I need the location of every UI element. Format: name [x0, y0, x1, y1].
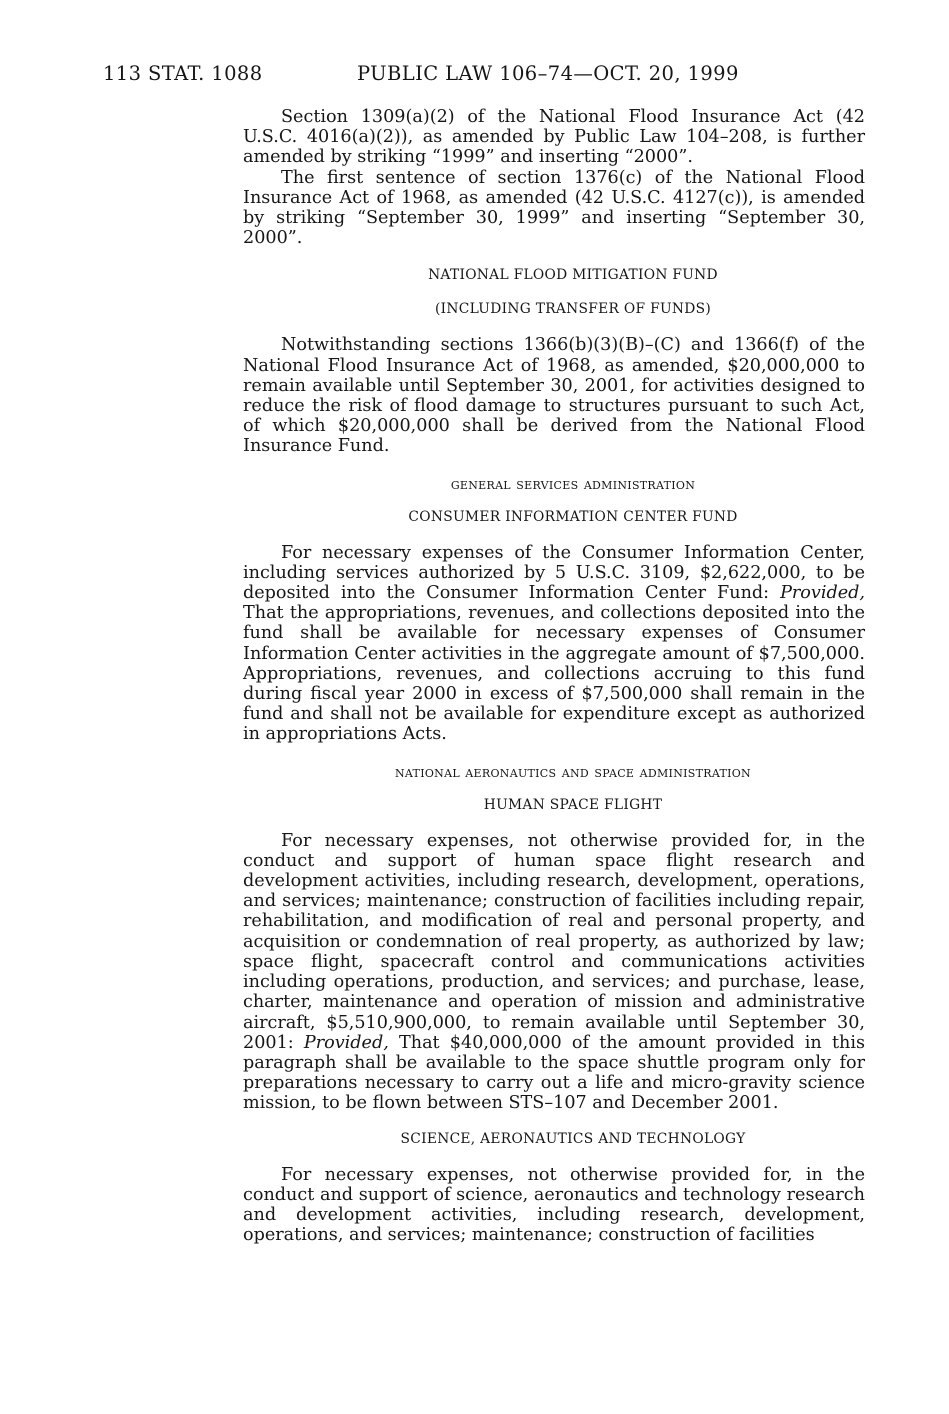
paragraph-flood-mitigation: Notwithstanding sections 1366(b)(3)(B)–(C) and 1366(f) of the National Flood Insurance Act of 1968, as amended, $20,000,000 to remain available until September 30, 2001, for activities designed to reduce the risk of flood damage to structures pursuant to such Act, of which $20,000,000 shall be derived from the National Flood Insurance Fund.	[243, 335, 865, 457]
paragraph-science-aeronautics: For necessary expenses, not otherwise provided for, in the conduct and support of science, aeronautics and technology research and development activities, including research, development, operations, and services; maintenance; construction of facilities	[243, 1164, 865, 1246]
paragraph-section-1309: Section 1309(a)(2) of the National Flood Insurance Act (42 U.S.C. 4016(a)(2)), as amended by Public Law 104–208, is further amended by striking “1999” and inserting “2000”.	[243, 107, 865, 168]
heading-human-space-flight: HUMAN SPACE FLIGHT	[483, 796, 663, 813]
heading-consumer-information-center-fund: CONSUMER INFORMATION CENTER FUND	[408, 508, 738, 525]
paragraph-section-1376: The first sentence of section 1376(c) of the National Flood Insurance Act of 1968, as amended (42 U.S.C. 4127(c)), is amended by striking “September 30, 1999” and inserting “September 30, 2000”.	[243, 167, 865, 249]
cic-text-a: For necessary expenses of the Consumer Information Center, including services authorized by 5 U.S.C. 3109, $2,622,000, to be deposited into the Consumer Information Center Fund:	[243, 542, 865, 604]
paragraph-consumer-information-center	[243, 543, 865, 745]
heading-including-transfer: (INCLUDING TRANSFER OF FUNDS)	[434, 301, 712, 318]
cic-provided: Provided,	[780, 583, 865, 604]
heading-flood-mitigation-fund: NATIONAL FLOOD MITIGATION FUND	[428, 267, 718, 284]
heading-science-aeronautics-technology: SCIENCE, AERONAUTICS AND TECHNOLOGY	[400, 1130, 746, 1147]
document-body	[243, 107, 865, 1245]
public-law-citation: PUBLIC LAW 106–74—OCT. 20, 1999	[357, 62, 739, 85]
hsf-provided: Provided,	[303, 1032, 389, 1053]
page-header	[103, 62, 863, 92]
stat-citation: 113 STAT. 1088	[103, 62, 263, 85]
heading-nasa: national aeronautics and space administration	[394, 761, 751, 781]
hsf-text-b: That $40,000,000 of the amount provided in this paragraph shall be available to the space shuttle program only for preparations necessary to carry out a life and micro-gravity science mission, to be flown between STS–107 and December 2001.	[243, 1032, 866, 1114]
paragraph-human-space-flight	[243, 831, 865, 1114]
heading-general-services-administration: general services administration	[450, 473, 696, 493]
hsf-text-a: For necessary expenses, not otherwise provided for, in the conduct and support of human space flight research and development activities, including research, development, operations, and services; maintenance; construction of facilities including repair, rehabilitation, and modification of real and personal property, and acquisition or condemnation of real property, as authorized by law; space flight, spacecraft control and communications activities including operations, production, and services; and purchase, lease, charter, maintenance and operation of mission and administrative aircraft, $5,510,900,000, to remain available until September 30, 2001:	[243, 830, 865, 1053]
cic-text-b: That the appropriations, revenues, and collections deposited into the fund shall be available for necessary expenses of Consumer Information Center activities in the aggregate amount of $7,500,000. Appropriations, revenues, and collections accruing to this fund during fiscal year 2000 in excess of $7,500,000 shall remain in the fund and shall not be available for expenditure except as authorized in appropriations Acts.	[243, 603, 865, 745]
